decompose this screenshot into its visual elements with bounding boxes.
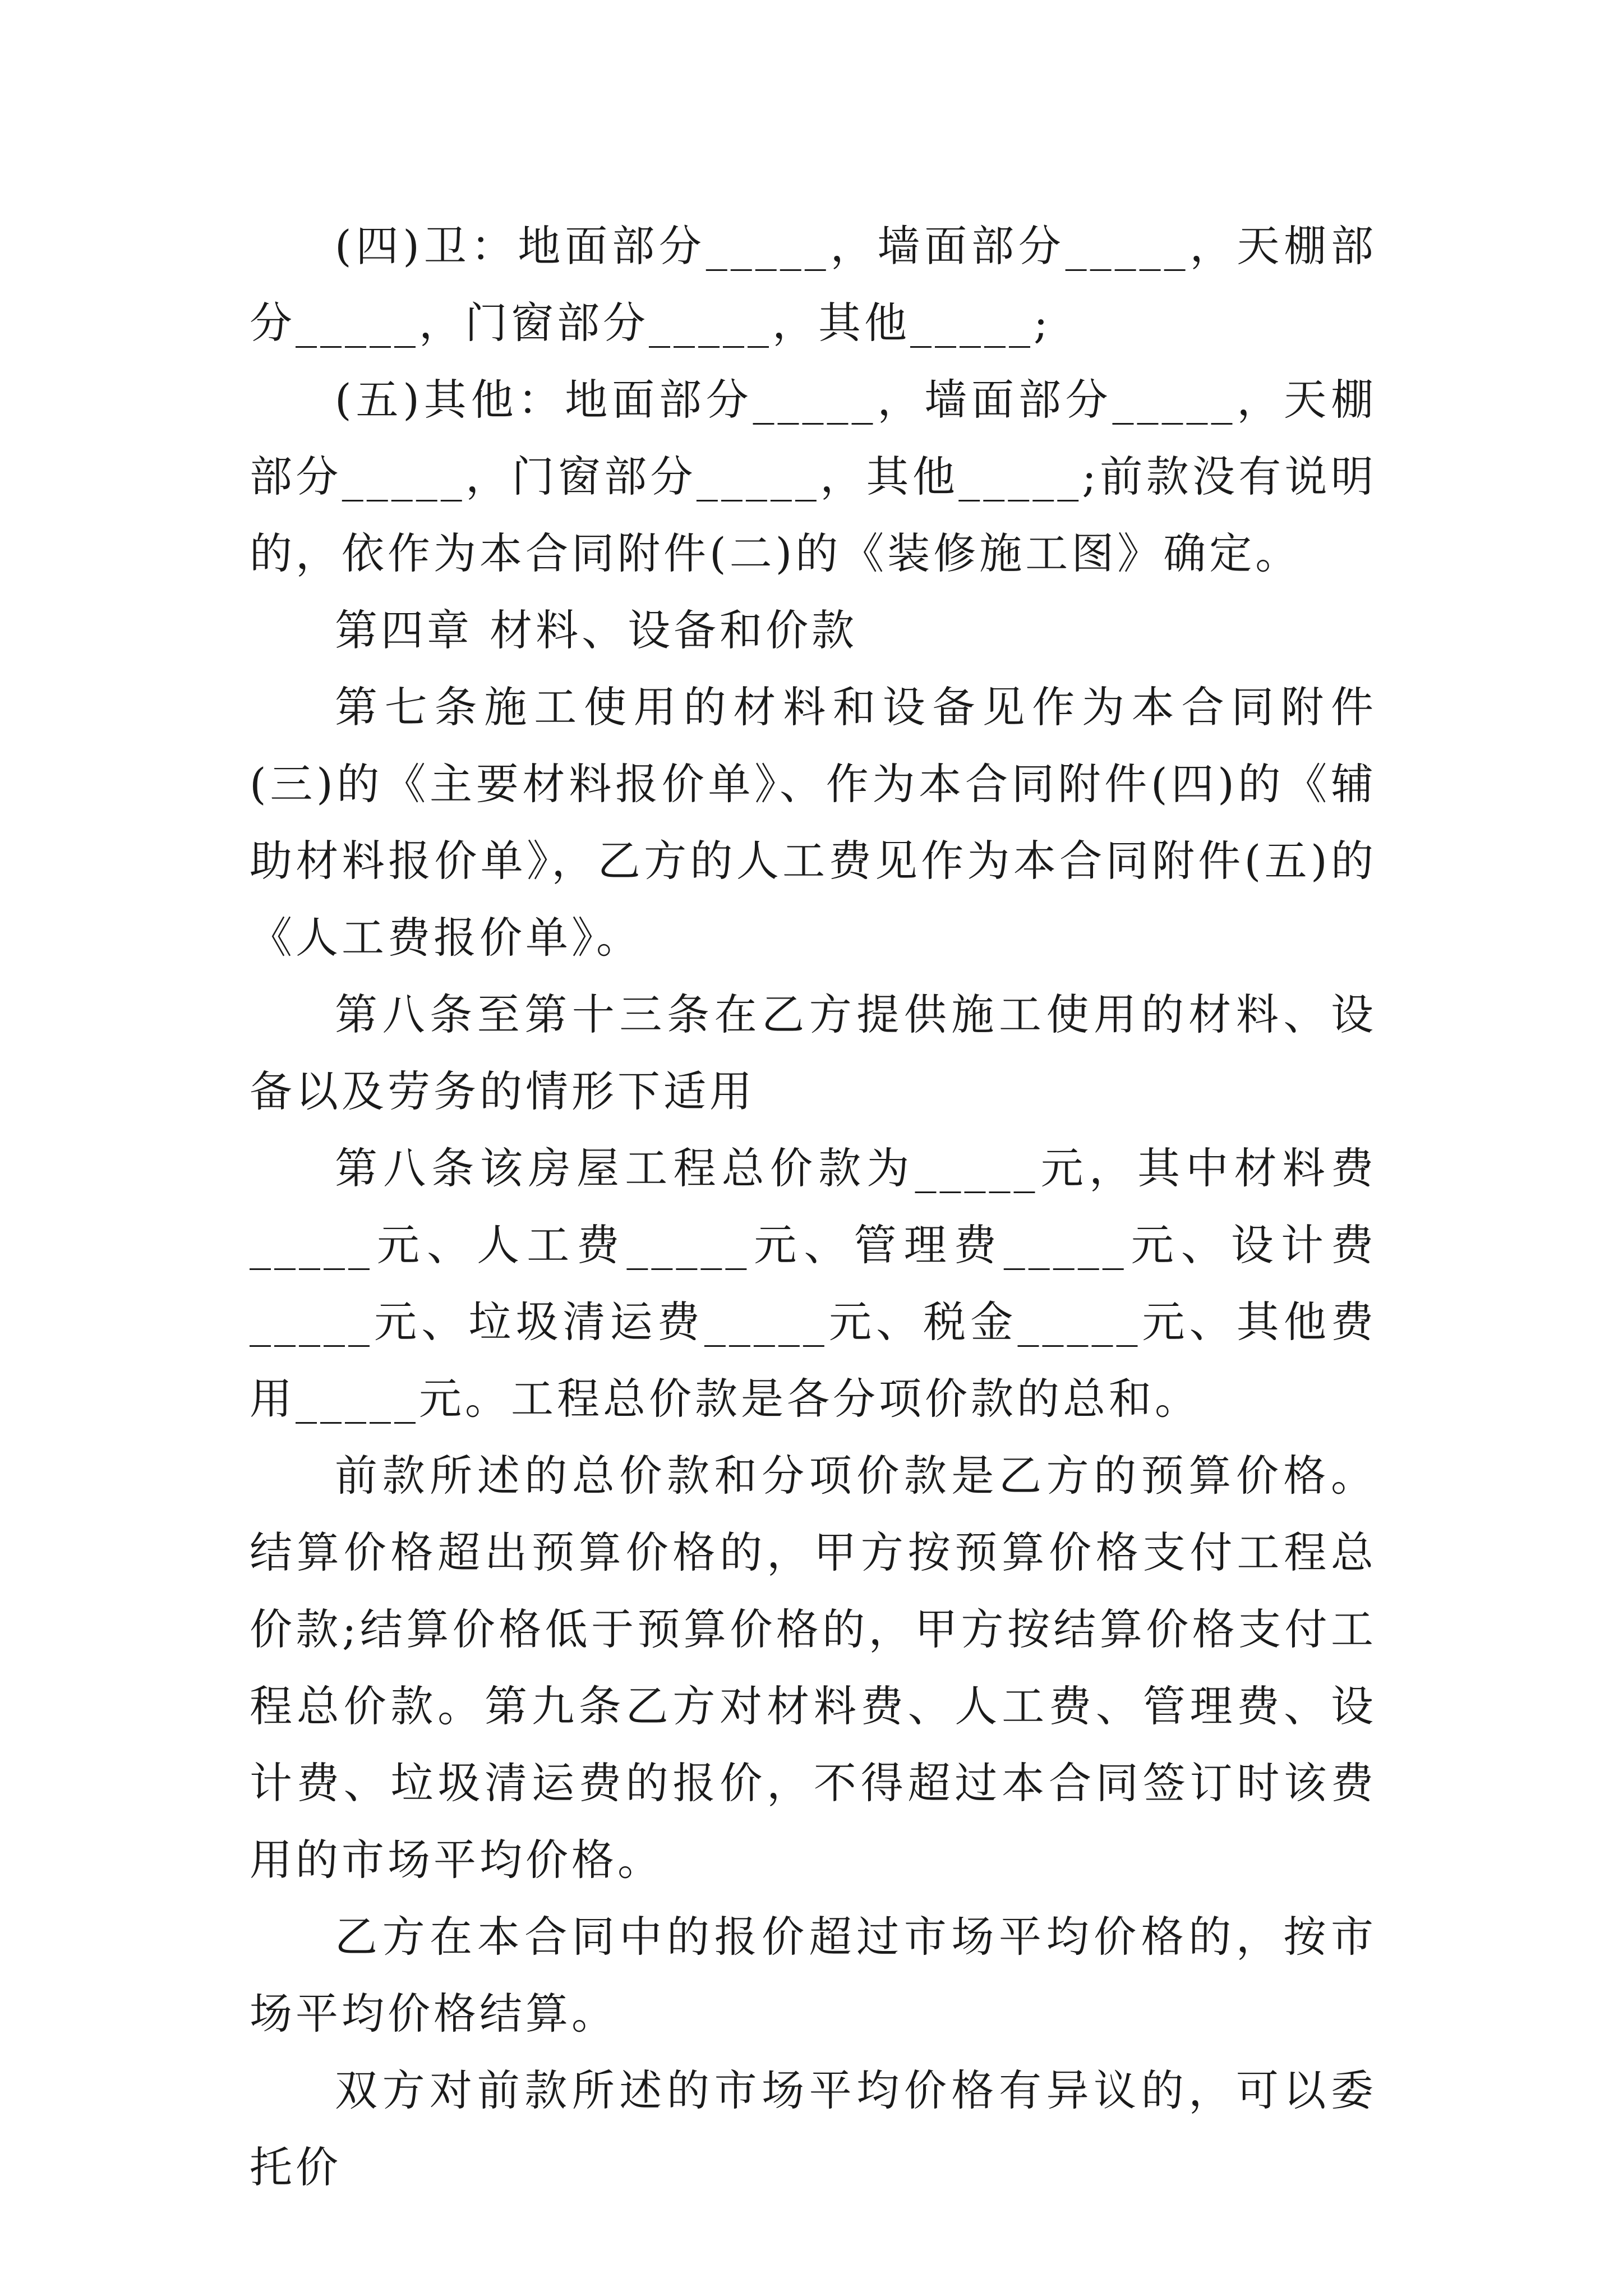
- paragraph-market-average: 乙方在本合同中的报价超过市场平均价格的，按市场平均价格结算。: [250, 1912, 1377, 2039]
- paragraph-article-8: 第八条该房屋工程总价款为_____元，其中材料费_____元、人工费_____元、管理费_____元、设计费_____元、垃圾清运费_____元、税金_____元、其他费用_____元。工程总价款是各分项价款的总和。: [250, 1143, 1377, 1424]
- paragraph-other-parts: (五)其他：地面部分_____，墙面部分_____，天棚部分_____，门窗部分_____，其他_____;前款没有说明的，依作为本合同附件(二)的《装修施工图》确定。: [250, 375, 1377, 578]
- chapter-heading: 第四章 材料、设备和价款: [335, 605, 858, 655]
- document-body: [250, 208, 1377, 2206]
- paragraph-article-8-13-scope: 第八条至第十三条在乙方提供施工使用的材料、设备以及劳务的情形下适用: [250, 990, 1377, 1116]
- paragraph-bathroom-parts: (四)卫：地面部分_____，墙面部分_____，天棚部分_____，门窗部分_____，其他_____;: [250, 221, 1377, 348]
- paragraph-dispute: 双方对前款所述的市场平均价格有异议的，可以委托价: [250, 2065, 1377, 2192]
- paragraph-article-7: 第七条施工使用的材料和设备见作为本合同附件(三)的《主要材料报价单》、作为本合同附件(四)的《辅助材料报价单》，乙方的人工费见作为本合同附件(五)的《人工费报价单》。: [250, 682, 1377, 963]
- paragraph-budget-price: 前款所述的总价款和分项价款是乙方的预算价格。结算价格超出预算价格的，甲方按预算价格支付工程总价款;结算价格低于预算价格的，甲方按结算价格支付工程总价款。第九条乙方对材料费、人工费、管理费、设计费、垃圾清运费的报价，不得超过本合同签订时该费用的市场平均价格。: [250, 1451, 1377, 1885]
